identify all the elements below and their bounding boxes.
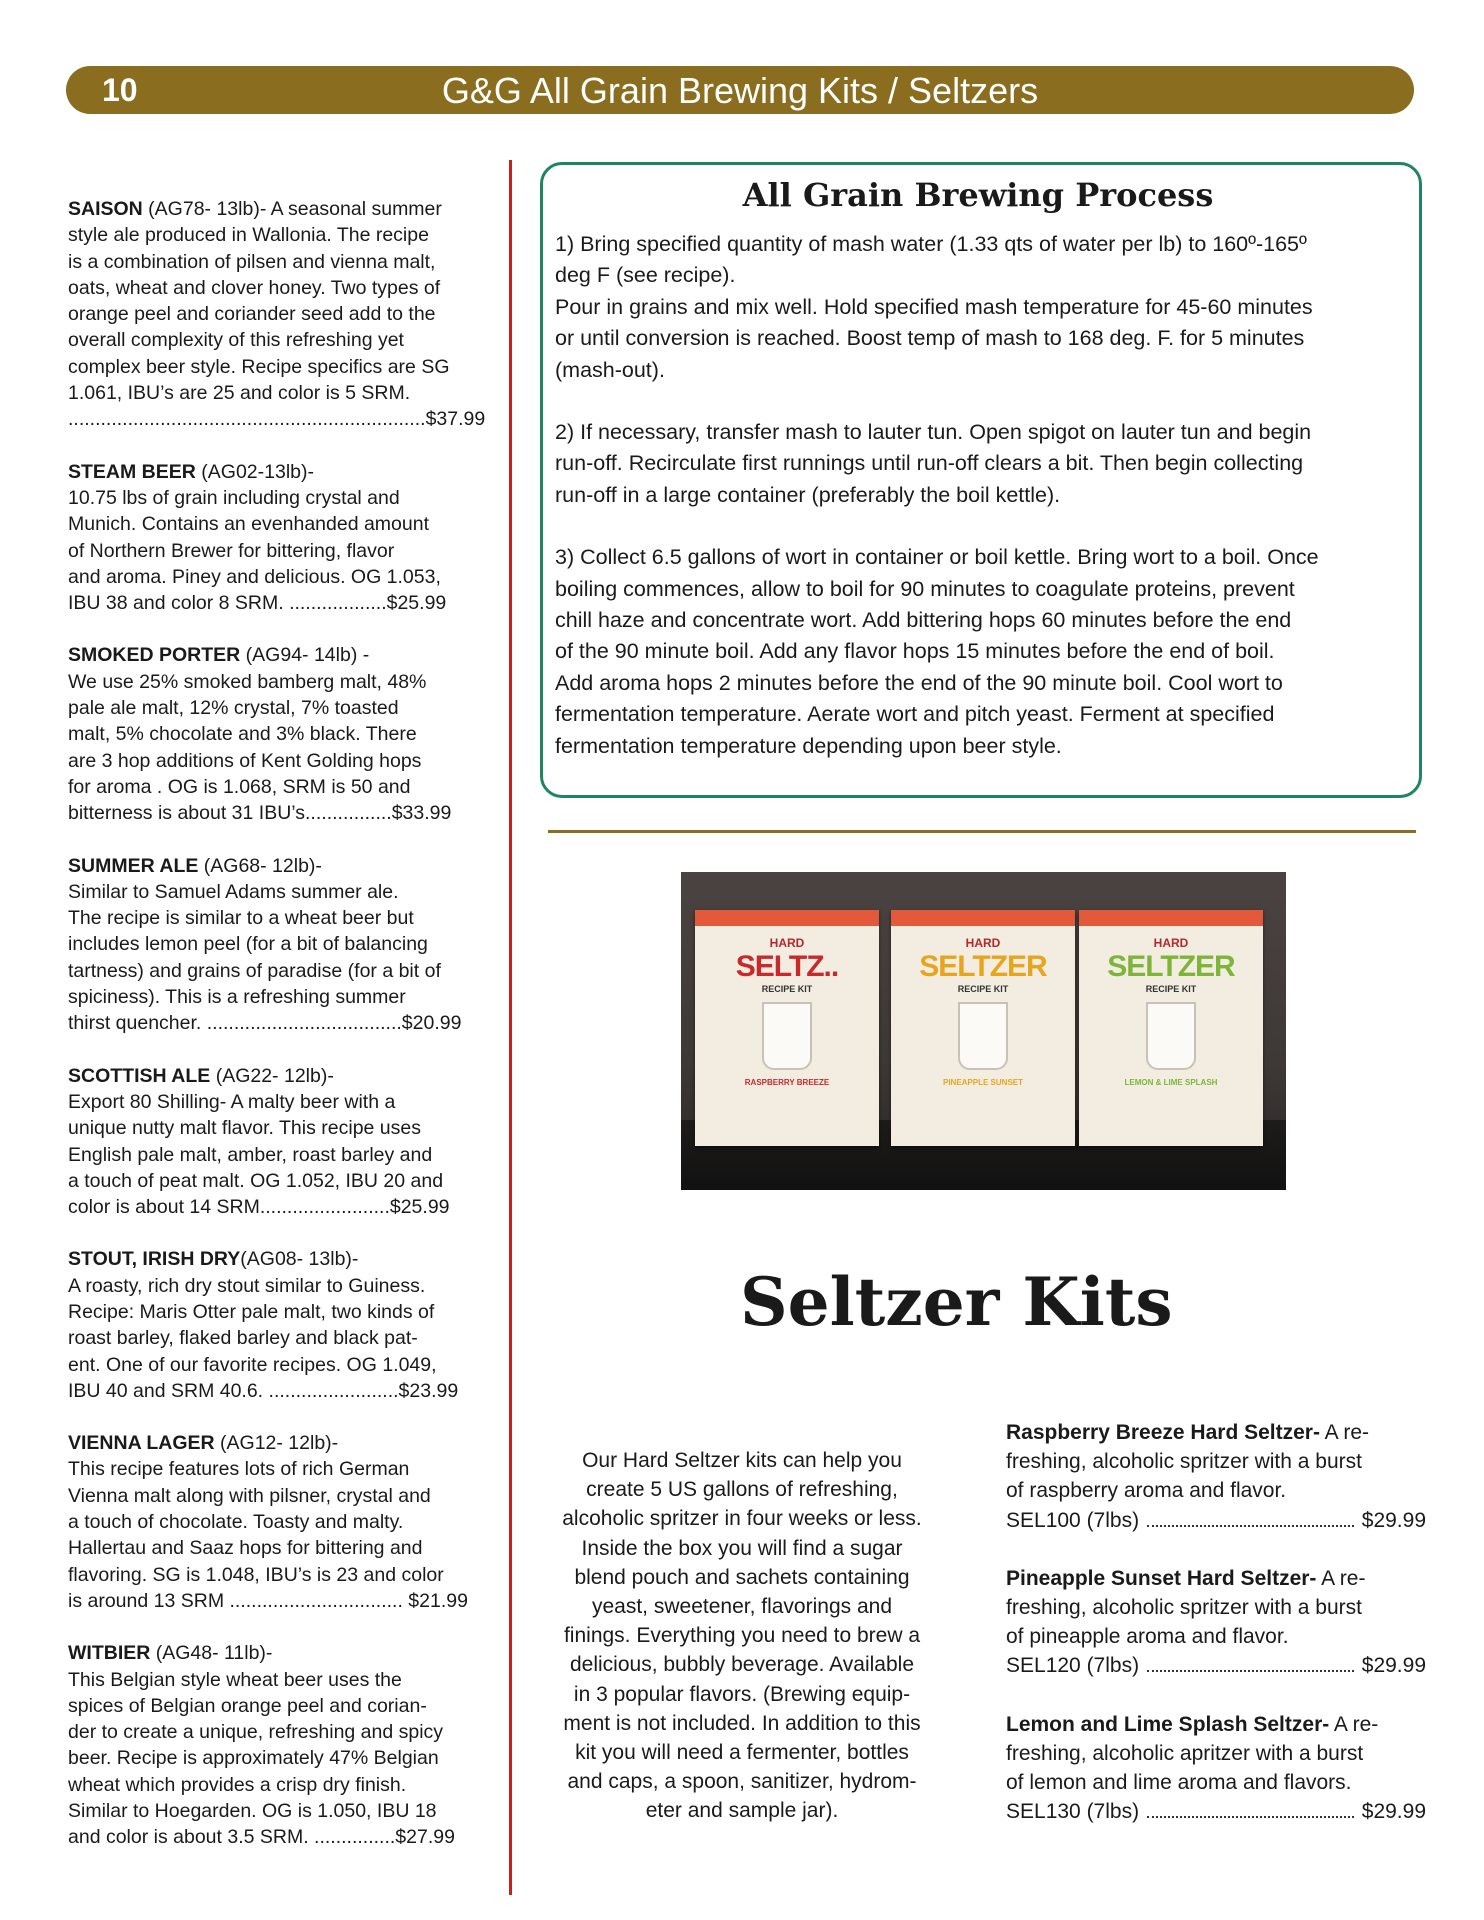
process-line: Pour in grains and mix well. Hold specified mash temperature for 45-60 minutes [555,294,1313,319]
beer-name: WITBIER [68,1642,151,1665]
process-line: 2) If necessary, transfer mash to lauter tun. Open spigot on lauter tun and begin [555,420,1312,445]
beer-item [68,853,488,1037]
kit-price-line [1006,1797,1426,1826]
beer-item [68,642,488,826]
beer-desc-line: roast barley, flaked barley and black pat- [68,1327,418,1350]
process-line: boiling commences, allow to boil for 90 minutes to coagulate proteins, prevent [555,576,1295,601]
beer-item [68,1246,488,1404]
beer-desc-line: are 3 hop additions of Kent Golding hops [68,749,422,772]
beer-name: SUMMER ALE [68,854,199,877]
leader-dots [1147,1525,1354,1527]
kit-code: SEL100 (7lbs) [1006,1508,1140,1532]
seltzer-intro [532,1446,952,1826]
intro-line: blend pouch and sachets containing [574,1565,910,1589]
beer-desc-line: style ale produced in Wallonia. The recipe [68,224,429,247]
kit-desc-line: freshing, alcoholic spritzer with a burst [1006,1596,1362,1620]
process-line: chill haze and concentrate wort. Add bittering hops 60 minutes before the end [555,608,1292,633]
beer-spec: (AG12- 12lb)- [214,1432,339,1455]
beer-desc-line: This recipe features lots of rich German [68,1458,410,1481]
beer-spec: (AG68- 12lb)- [198,854,322,877]
kit-desc-line: of pineapple aroma and flavor. [1006,1625,1289,1649]
process-line: fermentation temperature depending upon beer style. [555,733,1062,758]
beer-name: SCOTTISH ALE [68,1064,211,1087]
beer-price-line: thirst quencher. ....................................$20.99 [68,1012,462,1035]
kit-desc-line: of lemon and lime aroma and flavors. [1006,1771,1352,1795]
process-line: 1) Bring specified quantity of mash water (1.33 qts of water per lb) to 160º-165º [555,232,1307,256]
intro-line: Our Hard Seltzer kits can help you [582,1449,902,1472]
kit-box-hard: HARD [1153,936,1189,950]
seltzer-section-title: Seltzer Kits [740,1263,1173,1341]
kit-desc-start: A re- [1316,1566,1366,1590]
kit-price: $29.99 [1361,1508,1426,1532]
beer-desc-line: of Northern Brewer for bittering, flavor [68,539,395,562]
intro-line: delicious, bubbly beverage. Available [569,1653,915,1677]
beer-item [68,1640,488,1850]
beer-desc-line: Munich. Contains an evenhanded amount [68,513,429,536]
beer-name: STEAM BEER [68,460,196,483]
beer-item [68,196,488,433]
process-title: All Grain Brewing Process [742,176,1214,214]
beer-desc-line: oats, wheat and clover honey. Two types of [68,276,441,299]
beer-desc-line: Vienna malt along with pilsner, crystal and [68,1484,431,1507]
kit-price-line [1006,1651,1426,1680]
beer-item [68,1063,488,1221]
kit-price-line [1006,1506,1426,1535]
kit-code: SEL120 (7lbs) [1006,1654,1140,1678]
beer-desc-line: Hallertau and Saaz hops for bittering and [68,1537,423,1560]
column-divider [509,160,512,1895]
beer-desc-line: ent. One of our favorite recipes. OG 1.049, [68,1353,437,1376]
beer-price-line: and color is about 3.5 SRM. ...............$27.99 [68,1826,455,1849]
beer-desc-line: beer. Recipe is approximately 47% Belgian [68,1747,439,1770]
process-step-1 [555,229,1401,386]
beer-desc-line: is a combination of pilsen and vienna malt, [68,250,436,273]
beer-desc-line: a touch of peat malt. OG 1.052, IBU 20 and [68,1169,444,1192]
beer-desc-line: 1.061, IBU’s are 25 and color is 5 SRM. [68,382,411,405]
beer-desc-line: This Belgian style wheat beer uses the [68,1668,402,1691]
kit-price: $29.99 [1361,1654,1426,1678]
kit-box-brand: SELTZER [919,950,1047,983]
beer-desc-line: spiciness). This is a refreshing summer [68,986,406,1009]
kit-box-sub: RECIPE KIT [761,984,813,994]
beer-price-line: is around 13 SRM ................................ $21.99 [68,1589,468,1612]
beer-desc-line: English pale malt, amber, roast barley and [68,1143,433,1166]
beer-list [68,196,488,1877]
process-line: run-off in a large container (preferably the boil kettle). [555,482,1061,507]
seltzer-kit-list [1006,1418,1426,1855]
page-title: G&G All Grain Brewing Kits / Seltzers [441,70,1039,111]
kit-box-pineapple [891,910,1075,1146]
beer-desc-line: A roasty, rich dry stout similar to Guiness. [68,1274,426,1297]
intro-line: in 3 popular flavors. (Brewing equip- [573,1682,911,1706]
beer-desc-line: Export 80 Shilling- A malty beer with a [68,1090,396,1113]
beer-desc-line: The recipe is similar to a wheat beer but [68,907,414,930]
kit-name: Pineapple Sunset Hard Seltzer- [1006,1566,1317,1590]
intro-line: kit you will need a fermenter, bottles [575,1741,909,1765]
beer-desc-line: complex beer style. Recipe specifics are SG [68,355,450,378]
glass-icon [958,1002,1008,1070]
beer-spec: (AG22- 12lb)- [210,1064,334,1087]
beer-desc-line: a touch of chocolate. Toasty and malty. [68,1511,404,1534]
kit-box-sub: RECIPE KIT [957,984,1009,994]
beer-spec: (AG08- 13lb)- [240,1248,359,1271]
section-divider [548,830,1416,833]
beer-spec: (AG02-13lb)- [195,460,314,483]
kit-box-flavor: LEMON & LIME SPLASH [1124,1078,1218,1087]
brewing-process-box [540,162,1422,798]
process-line: Add aroma hops 2 minutes before the end of the 90 minute boil. Cool wort to [555,670,1283,695]
beer-name: SAISON [68,198,143,220]
beer-desc-line: Recipe: Maris Otter pale malt, two kinds of [68,1300,435,1323]
process-line: run-off. Recirculate first runnings until run-off clears a bit. Then begin collecting [555,451,1304,476]
beer-name: SMOKED PORTER [68,644,241,667]
header-bar [66,66,1414,114]
kit-code: SEL130 (7lbs) [1006,1800,1140,1824]
kit-box-flavor: RASPBERRY BREEZE [744,1078,830,1087]
kit-box-hard: HARD [769,936,805,950]
kit-desc-line: of raspberry aroma and flavor. [1006,1479,1287,1503]
kit-box-brand: SELTZER [1107,950,1235,983]
kit-box-lemon-lime [1079,910,1263,1146]
beer-price-line: bitterness is about 31 IBU’s................$33.99 [68,802,452,825]
beer-desc-line: 10.75 lbs of grain including crystal and [68,486,400,509]
kit-desc-line: freshing, alcoholic spritzer with a burst [1006,1450,1362,1474]
beer-price-line: color is about 14 SRM........................$25.99 [68,1196,450,1219]
beer-desc-line: includes lemon peel (for a bit of balancing [68,933,428,956]
beer-item [68,459,488,617]
intro-line: yeast, sweetener, flavorings and [591,1595,892,1619]
seltzer-kit-item [1006,1564,1426,1681]
kit-price: $29.99 [1361,1800,1426,1824]
beer-desc-line: flavoring. SG is 1.048, IBU’s is 23 and color [68,1563,444,1586]
beer-desc-line: We use 25% smoked bamberg malt, 48% [68,670,427,693]
beer-price-line: IBU 38 and color 8 SRM. ..................$25.99 [68,592,447,615]
kit-desc-start: A re- [1329,1712,1379,1736]
beer-spec: (AG48- 11lb)- [150,1642,273,1665]
intro-line: create 5 US gallons of refreshing, [586,1478,898,1502]
kit-name: Lemon and Lime Splash Seltzer- [1006,1712,1330,1736]
intro-line: alcoholic spritzer in four weeks or less. [562,1507,922,1531]
intro-line: finings. Everything you need to brew a [563,1624,921,1648]
beer-price-line: ..................................................................$37.99 [68,408,486,431]
beer-item [68,1430,488,1614]
beer-desc-line: Similar to Hoegarden. OG is 1.050, IBU 18 [68,1800,437,1823]
beer-desc-line: and aroma. Piney and delicious. OG 1.053, [68,565,441,588]
seltzer-kit-item [1006,1710,1426,1827]
intro-line: and caps, a spoon, sanitizer, hydrom- [567,1770,917,1794]
process-line: of the 90 minute boil. Add any flavor hops 15 minutes before the end of boil. [555,639,1275,664]
process-line: 3) Collect 6.5 gallons of wort in container or boil kettle. Bring wort to a boil. Once [555,545,1319,570]
beer-desc-line: tartness) and grains of paradise (for a bit of [68,959,441,982]
intro-line: ment is not included. In addition to this [563,1711,921,1735]
kit-box-raspberry [695,910,879,1146]
process-step-3 [555,542,1401,762]
process-line: fermentation temperature. Aerate wort and pitch yeast. Ferment at specified [555,702,1275,727]
beer-desc-line: der to create a unique, refreshing and spicy [68,1721,444,1744]
beer-desc-line: overall complexity of this refreshing yet [68,329,404,352]
glass-icon [1146,1002,1196,1070]
process-line: or until conversion is reached. Boost temp of mash to 168 deg. F. for 5 minutes [555,326,1305,351]
beer-desc-line: wheat which provides a crisp dry finish. [68,1773,407,1796]
beer-desc-line: unique nutty malt flavor. This recipe uses [68,1117,421,1140]
kit-name: Raspberry Breeze Hard Seltzer- [1006,1421,1320,1444]
intro-line: Inside the box you will find a sugar [581,1536,903,1560]
beer-name: VIENNA LAGER [68,1432,215,1455]
kit-box-brand: SELTZ.. [735,950,839,983]
beer-desc-line: spices of Belgian orange peel and corian- [68,1694,427,1717]
beer-desc-line: Similar to Samuel Adams summer ale. [68,880,399,903]
seltzer-kits-photo [681,872,1286,1190]
intro-line: eter and sample jar). [645,1799,839,1823]
beer-desc-line: malt, 5% chocolate and 3% black. There [68,723,417,746]
kit-box-hard: HARD [965,936,1001,950]
beer-desc-line: pale ale malt, 12% crystal, 7% toasted [68,697,399,720]
leader-dots [1147,1816,1354,1818]
beer-desc-line: orange peel and coriander seed add to the [68,303,436,326]
leader-dots [1147,1670,1354,1672]
kit-box-sub: RECIPE KIT [1145,984,1197,994]
kit-box-flavor: PINEAPPLE SUNSET [942,1078,1023,1087]
beer-price-line: IBU 40 and SRM 40.6. ........................$23.99 [68,1379,459,1402]
beer-spec: (AG78- 13lb)- A seasonal summer [142,198,442,220]
process-line: deg F (see recipe). [555,263,736,288]
kit-desc-line: freshing, alcoholic apritzer with a burst [1006,1741,1364,1765]
process-line: (mash-out). [555,357,665,382]
beer-name: STOUT, IRISH DRY [68,1248,241,1271]
process-step-2 [555,417,1401,511]
beer-spec: (AG94- 14lb) - [240,644,370,667]
page-number: 10 [102,72,138,108]
beer-desc-line: for aroma . OG is 1.068, SRM is 50 and [68,775,411,798]
kit-desc-start: A re- [1319,1421,1369,1444]
glass-icon [762,1002,812,1070]
seltzer-kit-item [1006,1418,1426,1535]
